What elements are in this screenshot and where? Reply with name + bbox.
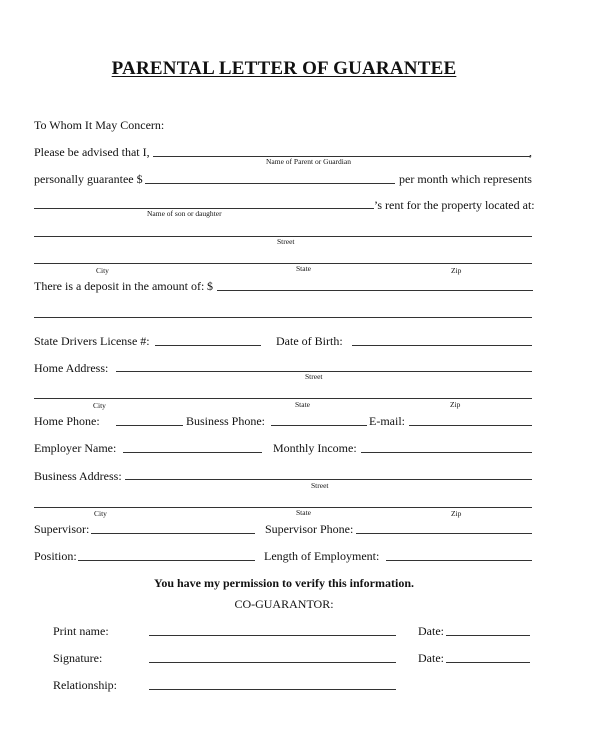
- property-city-state-zip-field[interactable]: [34, 263, 532, 264]
- dob-field[interactable]: [352, 345, 532, 346]
- per-month-label: per month which represents: [399, 172, 532, 186]
- email-label: E-mail:: [369, 414, 405, 428]
- business-street-caption: Street: [311, 481, 329, 490]
- property-state-caption: State: [296, 264, 311, 273]
- permission-statement: You have my permission to verify this information.: [154, 576, 414, 590]
- license-label: State Drivers License #:: [34, 334, 150, 348]
- home-street-field[interactable]: [116, 371, 532, 372]
- parent-name-caption: Name of Parent or Guardian: [266, 157, 351, 166]
- signature-label: Signature:: [53, 651, 103, 665]
- home-phone-field[interactable]: [116, 425, 183, 426]
- length-employment-label: Length of Employment:: [264, 549, 380, 563]
- license-field[interactable]: [155, 345, 261, 346]
- home-street-caption: Street: [305, 372, 323, 381]
- business-phone-label: Business Phone:: [186, 414, 266, 428]
- supervisor-phone-field[interactable]: [356, 533, 532, 534]
- comma: ,: [529, 145, 532, 159]
- property-city-caption: City: [96, 266, 109, 275]
- dob-label: Date of Birth:: [276, 334, 343, 348]
- print-date-field[interactable]: [446, 635, 530, 636]
- advised-label: Please be advised that I,: [34, 145, 150, 159]
- monthly-income-label: Monthly Income:: [273, 441, 357, 455]
- signature-date-label: Date:: [418, 651, 444, 665]
- co-guarantor-heading: CO-GUARANTOR:: [234, 597, 334, 611]
- guarantee-amount-field[interactable]: [145, 183, 395, 184]
- email-field[interactable]: [409, 425, 532, 426]
- salutation: To Whom It May Concern:: [34, 118, 165, 132]
- business-street-field[interactable]: [125, 479, 532, 480]
- business-address-label: Business Address:: [34, 469, 122, 483]
- home-city-state-zip-field[interactable]: [34, 398, 532, 399]
- property-zip-caption: Zip: [451, 266, 462, 275]
- position-field[interactable]: [78, 560, 255, 561]
- employer-field[interactable]: [123, 452, 262, 453]
- home-zip-caption: Zip: [450, 400, 461, 409]
- business-state-caption: State: [296, 508, 311, 517]
- home-phone-label: Home Phone:: [34, 414, 100, 428]
- business-city-state-zip-field[interactable]: [34, 507, 532, 508]
- business-city-caption: City: [94, 509, 107, 518]
- guarantee-label: personally guarantee $: [34, 172, 143, 186]
- supervisor-phone-label: Supervisor Phone:: [265, 522, 354, 536]
- print-name-label: Print name:: [53, 624, 109, 638]
- relationship-label: Relationship:: [53, 678, 117, 692]
- business-zip-caption: Zip: [451, 509, 462, 518]
- position-label: Position:: [34, 549, 77, 563]
- deposit-extra-line[interactable]: [34, 317, 532, 318]
- relationship-field[interactable]: [149, 689, 396, 690]
- home-state-caption: State: [295, 400, 310, 409]
- deposit-amount-field[interactable]: [217, 290, 533, 291]
- home-address-label: Home Address:: [34, 361, 109, 375]
- signature-date-field[interactable]: [446, 662, 530, 663]
- rent-label: ’s rent for the property located at:: [374, 198, 535, 212]
- supervisor-field[interactable]: [91, 533, 255, 534]
- home-city-caption: City: [93, 401, 106, 410]
- son-daughter-caption: Name of son or daughter: [147, 209, 222, 218]
- deposit-dollar: $: [207, 279, 213, 293]
- print-name-field[interactable]: [149, 635, 396, 636]
- page-title: PARENTAL LETTER OF GUARANTEE: [111, 58, 457, 79]
- supervisor-label: Supervisor:: [34, 522, 90, 536]
- property-street-caption: Street: [277, 237, 295, 246]
- print-date-label: Date:: [418, 624, 444, 638]
- monthly-income-field[interactable]: [361, 452, 532, 453]
- deposit-label: There is a deposit in the amount of:: [34, 279, 205, 293]
- signature-field[interactable]: [149, 662, 396, 663]
- length-employment-field[interactable]: [386, 560, 532, 561]
- business-phone-field[interactable]: [271, 425, 367, 426]
- employer-label: Employer Name:: [34, 441, 117, 455]
